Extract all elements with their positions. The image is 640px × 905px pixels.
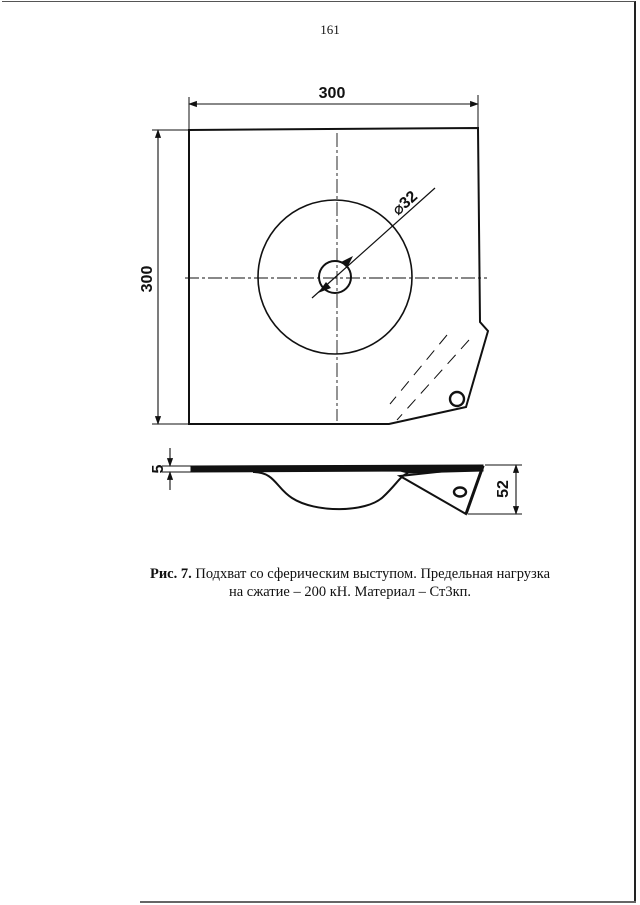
lug-profile [400, 467, 483, 514]
figure-label: Рис. 7. [149, 566, 192, 582]
page-number: 161 [320, 22, 340, 37]
corner-hole [450, 392, 464, 406]
lug-edge [466, 466, 483, 514]
boss-profile [253, 472, 408, 509]
thickness-label: 5 [150, 464, 167, 474]
plan-view [139, 85, 488, 424]
caption-line-1: Подхват со сферическим выступом. Предельная нагрузка [195, 566, 551, 582]
lug-hole [454, 488, 466, 497]
bend-line-inner [390, 335, 447, 404]
side-view [150, 448, 522, 514]
figure-caption [100, 565, 600, 601]
height-label: 300 [139, 265, 156, 293]
caption-line-2: на сжатие – 200 кН. Материал – Ст3кп. [228, 584, 472, 600]
plate-outline [189, 128, 488, 424]
total-height-label: 52 [495, 480, 512, 498]
diameter-arrow-upper [341, 256, 353, 268]
width-label: 300 [318, 85, 346, 102]
diameter-label: ⌀32 [389, 187, 422, 219]
